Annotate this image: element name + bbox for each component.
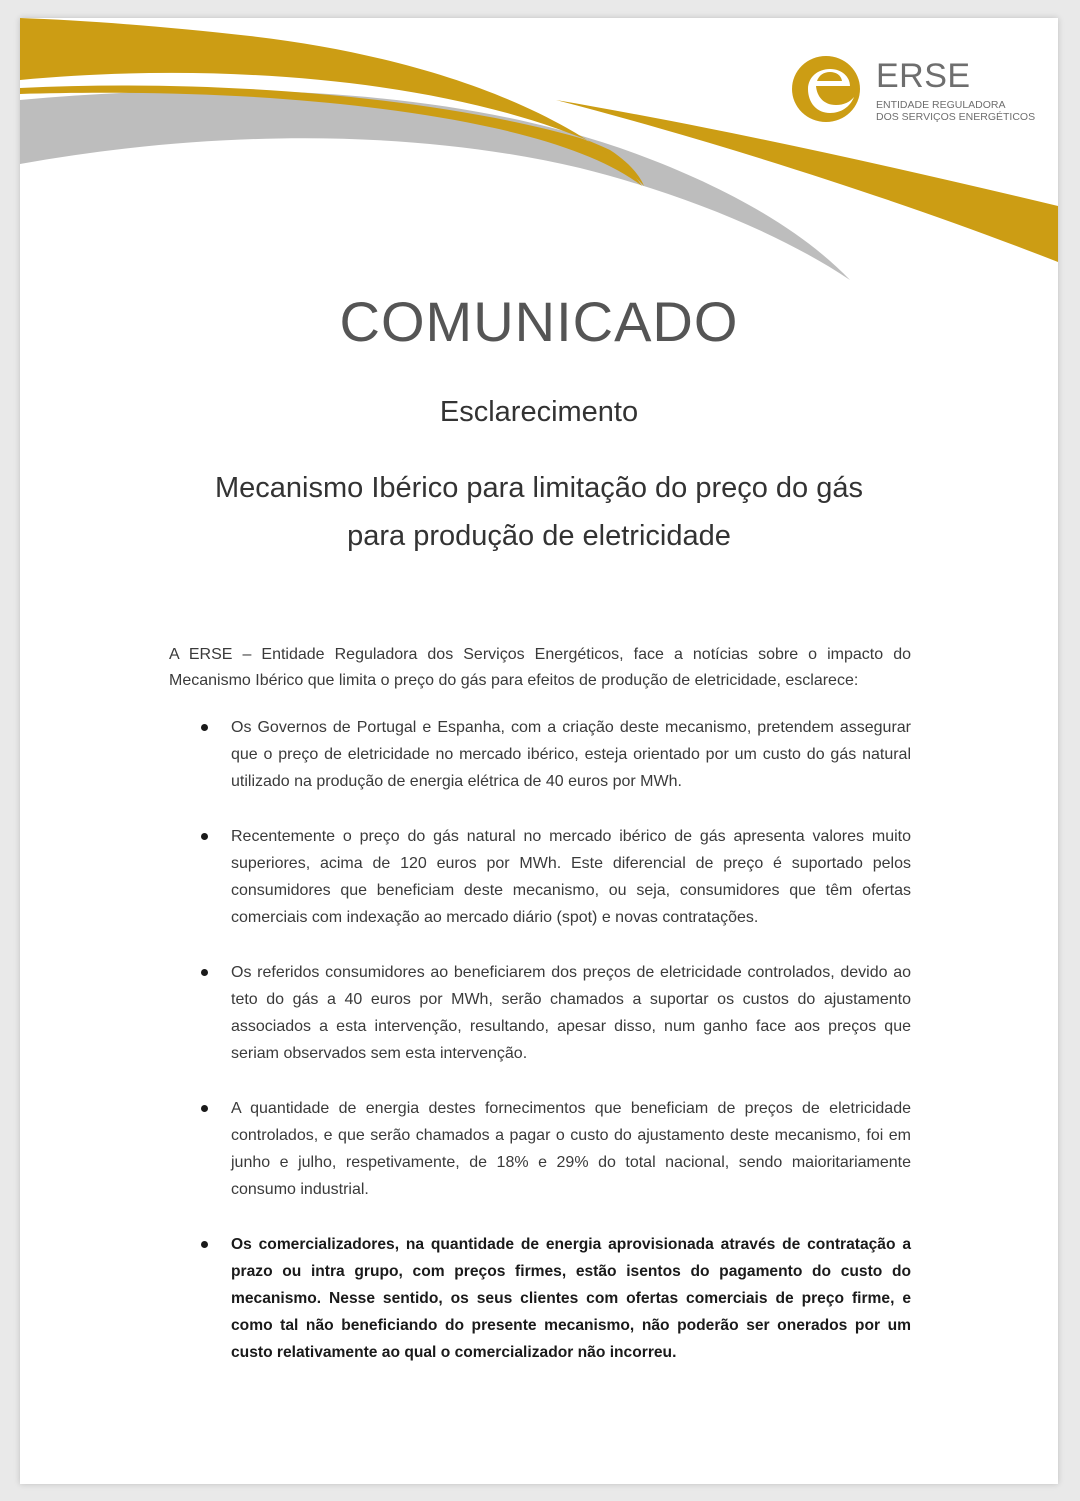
logo-subtitle-line2: DOS SERVIÇOS ENERGÉTICOS <box>876 111 1036 123</box>
bullet-item-bold <box>169 1231 911 1366</box>
document-subtitle: Esclarecimento <box>439 396 639 428</box>
bullet-text: A quantidade de energia destes fornecimentos que beneficiam de preços de eletricidade controlados, e que serão chamados a pagar o custo do ajustamento deste mecanismo, foi em junho e julho, respetivamente, de 18% e 29% do total nacional, sendo maioritariamente consumo industrial. <box>231 1100 911 1198</box>
document-page <box>20 18 1058 1484</box>
headline-line2: para produção de eletricidade <box>347 520 731 552</box>
erse-logo-mark-icon <box>790 53 868 125</box>
bullet-text: Os comercializadores, na quantidade de energia aprovisionada através de contratação a prazo ou intra grupo, com preços firmes, estão isentos do pagamento do custo do mecanismo. Nesse sentido, os seus clientes com ofertas comerciais de preço firme, e como tal não beneficiando do presente mecanismo, não poderão ser onerados por um custo relativamente ao qual o comercializador não incorreu. <box>231 1236 911 1361</box>
erse-logo <box>790 53 1050 133</box>
bullet-dot-icon <box>201 969 208 976</box>
logo-name: ERSE <box>876 57 971 95</box>
document-title: COMUNICADO <box>339 290 739 353</box>
bullet-item <box>169 959 911 1067</box>
bullet-list <box>169 714 911 1394</box>
bullet-dot-icon <box>201 833 208 840</box>
grey-swoosh <box>20 91 850 280</box>
bullet-dot-icon <box>201 1105 208 1112</box>
bullet-item <box>169 1095 911 1203</box>
bullet-text: Recentemente o preço do gás natural no mercado ibérico de gás apresenta valores muito superiores, acima de 120 euros por MWh. Este diferencial de preço é suportado pelos consumidores que beneficiam deste mecanismo, ou seja, consumidores que têm ofertas comerciais com indexação ao mercado diário (spot) e novas contratações. <box>231 828 911 926</box>
bullet-text: Os Governos de Portugal e Espanha, com a criação deste mecanismo, pretendem assegurar que o preço de eletricidade no mercado ibérico, esteja orientado por um custo do gás natural utilizado na produção de energia elétrica de 40 euros por MWh. <box>231 719 911 790</box>
headline-line1: Mecanismo Ibérico para limitação do preço do gás <box>215 472 863 504</box>
bullet-item <box>169 823 911 931</box>
bullet-dot-icon <box>201 1241 208 1248</box>
bullet-text: Os referidos consumidores ao beneficiarem dos preços de eletricidade controlados, devido ao teto do gás a 40 euros por MWh, serão chamados a suportar os custos do ajustamento associados a esta intervenção, resultando, apesar disso, num ganho face aos preços que seriam observados sem esta intervenção. <box>231 964 911 1062</box>
logo-subtitle <box>876 99 1035 123</box>
bullet-dot-icon <box>201 724 208 731</box>
logo-subtitle-line1: ENTIDADE REGULADORA <box>876 99 1006 111</box>
document-headline <box>140 464 938 560</box>
intro-paragraph: A ERSE – Entidade Reguladora dos Serviços Energéticos, face a notícias sobre o impacto do Mecanismo Ibérico que limita o preço do gás para efeitos de produção de eletricidade, esclarece: <box>169 646 911 689</box>
bullet-item <box>169 714 911 795</box>
